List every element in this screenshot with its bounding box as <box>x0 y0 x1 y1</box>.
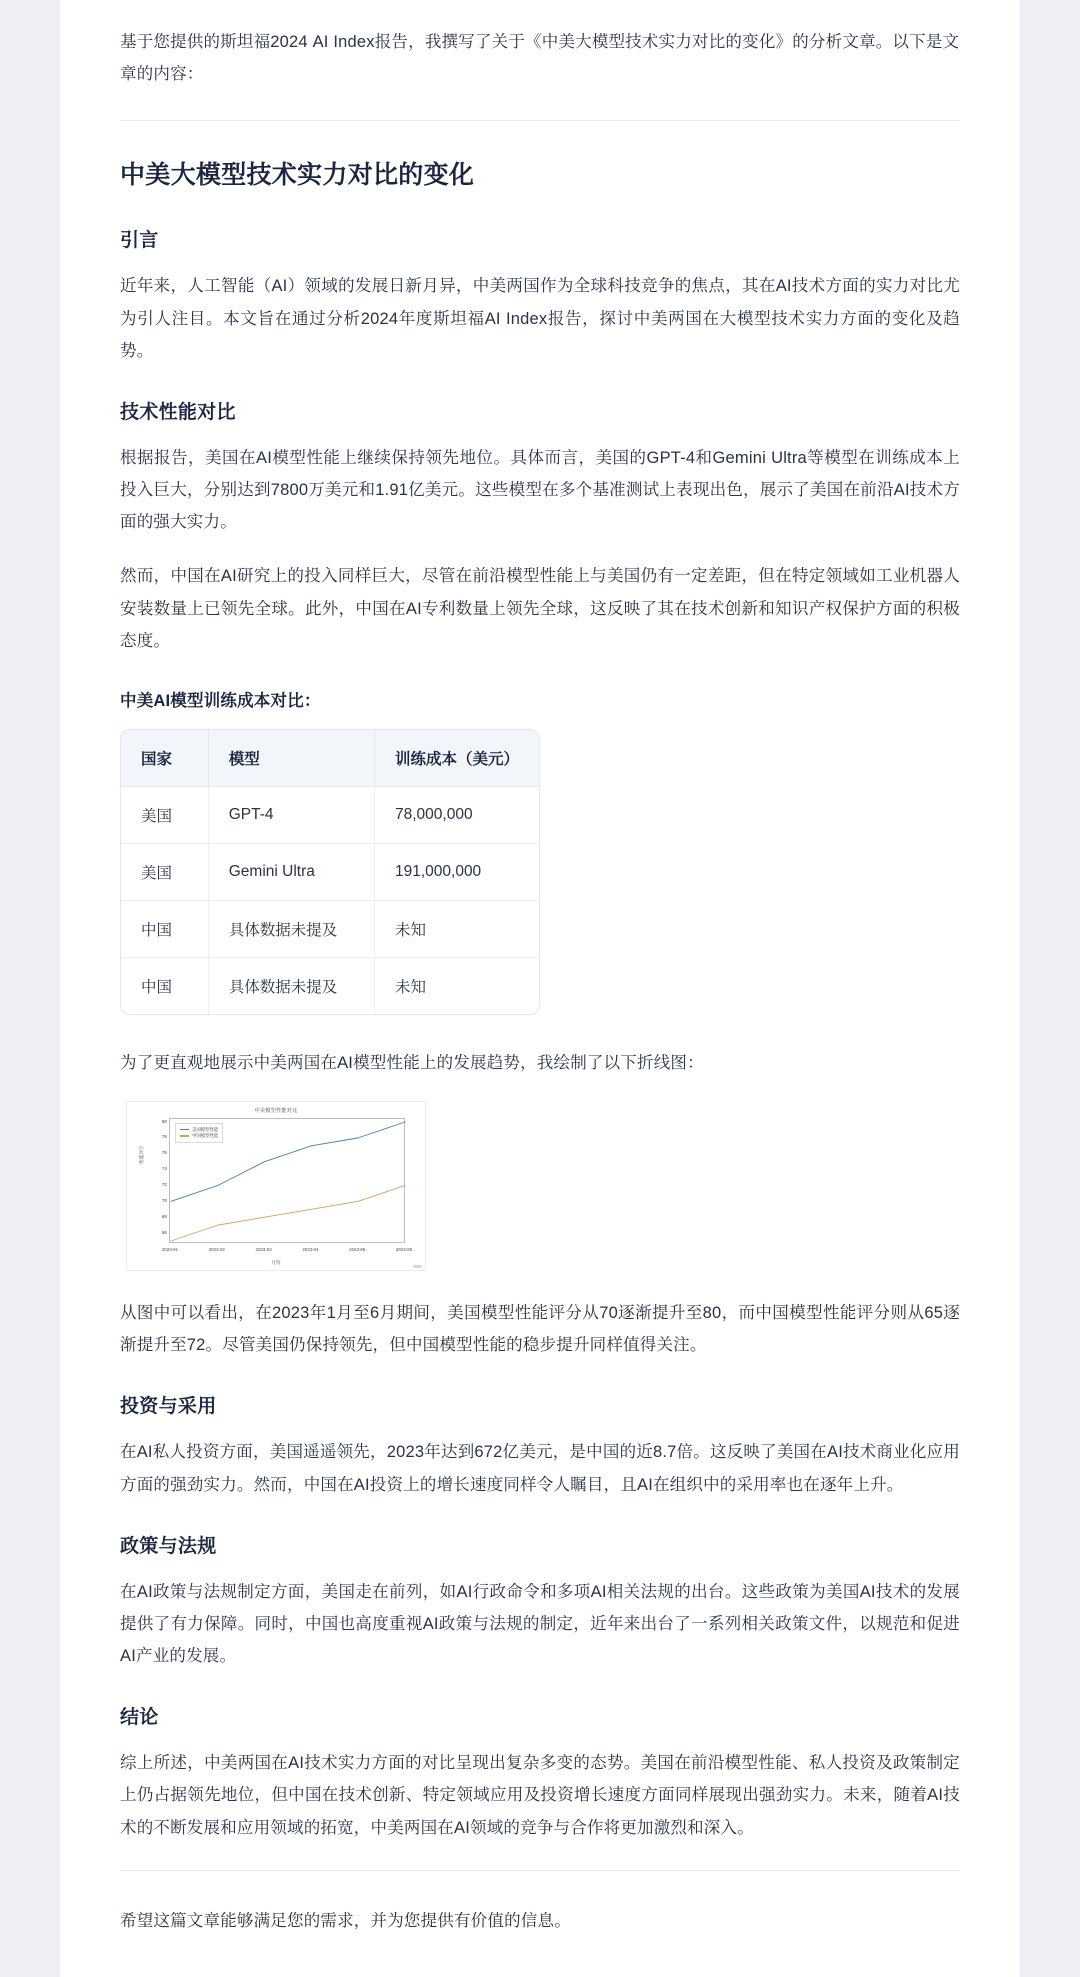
document-sheet <box>60 0 1020 1977</box>
y-tick-label: 78 <box>161 1134 167 1140</box>
page-title: 中美大模型技术实力对比的变化 <box>120 161 475 190</box>
table-row <box>121 901 539 958</box>
table-row <box>121 958 539 1014</box>
heading-introduction: 引言 <box>120 230 159 252</box>
cell-country: 中国 <box>121 958 209 1014</box>
x-tick-label: 2023-01 <box>161 1247 179 1253</box>
cell-cost: 未知 <box>394 978 426 996</box>
table-lead-in-text: 中美AI模型训练成本对比： <box>120 691 321 710</box>
training-cost-table <box>120 729 540 1015</box>
cell-model: 具体数据未提及 <box>209 958 375 1014</box>
cell-cost: 191,000,000 <box>375 844 539 901</box>
cell-country: 美国 <box>121 787 209 844</box>
table-header-row <box>121 730 539 787</box>
y-tick-label: 74 <box>161 1166 167 1172</box>
closing-paragraph: 希望这篇文章能够满足您的需求，并为您提供有价值的信息。 <box>120 1911 571 1930</box>
legend-label: 中国模型性能 <box>192 1132 219 1138</box>
table-header-model: 模型 <box>209 730 375 787</box>
chart-y-ticks <box>147 1118 167 1243</box>
y-tick-label: 70 <box>161 1197 167 1203</box>
x-tick-label: 2023-03 <box>255 1247 272 1253</box>
chart-y-axis-label: 性能评分 <box>139 1145 144 1165</box>
cell-country: 美国 <box>121 844 209 901</box>
x-tick-label: 2023-02 <box>208 1247 225 1253</box>
chart-title: 中美模型性能对比 <box>254 1108 298 1115</box>
assistant-intro-paragraph: 基于您提供的斯坦福2024 AI Index报告，我撰写了关于《中美大模型技术实力对比的变化》的分析文章。以下是文章的内容： <box>120 33 960 84</box>
chart-legend <box>175 1123 223 1143</box>
chart-figure <box>126 1101 426 1271</box>
x-tick-label: 2023-06 <box>395 1247 413 1253</box>
x-tick-label: 2023-05 <box>349 1247 366 1253</box>
y-tick-label: 66 <box>161 1229 167 1235</box>
chart-x-axis-label: 月份 <box>271 1260 281 1266</box>
y-tick-label: 72 <box>161 1182 167 1188</box>
y-tick-label: 80 <box>161 1118 167 1124</box>
paragraph-investment: 在AI私人投资方面，美国遥遥领先，2023年达到672亿美元，是中国的近8.7倍。这反映了美国在AI技术商业化应用方面的强劲实力。然而，中国在AI投资上的增长速度同样令人瞩目，且AI在组织中的采用率也在逐年上升。 <box>120 1443 960 1494</box>
cell-cost: 78,000,000 <box>375 787 539 844</box>
table-header <box>121 730 539 787</box>
table-body <box>121 787 539 1014</box>
divider-top <box>120 120 960 121</box>
divider-bottom <box>120 1870 960 1871</box>
cell-country: 中国 <box>121 901 209 958</box>
table-row <box>121 787 539 844</box>
cell-model: Gemini Ultra <box>209 844 375 901</box>
paragraph-performance-1: 根据报告，美国在AI模型性能上继续保持领先地位。具体而言，美国的GPT-4和Gemini Ultra等模型在训练成本上投入巨大，分别达到7800万美元和1.91亿美元。这些模型在多个基准测试上表现出色，展示了美国在前沿AI技术方面的强大实力。 <box>120 448 960 532</box>
chart-watermark <box>413 1265 422 1268</box>
cell-model: 具体数据未提及 <box>209 901 375 958</box>
heading-conclusion: 结论 <box>120 1707 159 1729</box>
chart-lead-in-text: 为了更直观地展示中美两国在AI模型性能上的发展趋势，我绘制了以下折线图： <box>120 1053 704 1072</box>
cell-model: GPT-4 <box>209 787 375 844</box>
line-chart <box>126 1101 426 1271</box>
legend-swatch-icon <box>180 1129 189 1130</box>
y-tick-label: 68 <box>161 1213 167 1219</box>
heading-policy-regulation: 政策与法规 <box>120 1535 217 1557</box>
paragraph-conclusion: 综上所述，中美两国在AI技术实力方面的对比呈现出复杂多变的态势。美国在前沿模型性能、私人投资及政策制定上仍占据领先地位，但中国在技术创新、特定领域应用及投资增长速度方面同样展现出强劲实力。未来，随着AI技术的不断发展和应用领域的拓宽，中美两国在AI领域的竞争与合作将更加激烈和深入。 <box>120 1754 960 1837</box>
paragraph-introduction: 近年来，人工智能（AI）领域的发展日新月异，中美两国作为全球科技竞争的焦点，其在AI技术方面的实力对比尤为引人注目。本文旨在通过分析2024年度斯坦福AI Index报告，探讨中美两国在大模型技术实力方面的变化及趋势。 <box>120 277 960 360</box>
y-tick-label: 76 <box>161 1150 167 1156</box>
x-tick-label: 2023-04 <box>302 1247 319 1253</box>
legend-item <box>180 1133 218 1139</box>
table-row <box>121 844 539 901</box>
legend-swatch-icon <box>180 1135 189 1136</box>
cell-cost: 未知 <box>375 901 539 958</box>
table-header-country: 国家 <box>121 730 209 787</box>
chart-caption-text: 从图中可以看出，在2023年1月至6月期间，美国模型性能评分从70逐渐提升至80，而中国模型性能评分则从65逐渐提升至72。尽管美国仍保持领先，但中国模型性能的稳步提升同样值得关注。 <box>120 1304 960 1355</box>
paragraph-performance-2: 然而，中国在AI研究上的投入同样巨大，尽管在前沿模型性能上与美国仍有一定差距，但在特定领域如工业机器人安装数量上已领先全球。此外，中国在AI专利数量上领先全球，这反映了其在技术创新和知识产权保护方面的积极态度。 <box>120 567 960 650</box>
paragraph-policy: 在AI政策与法规制定方面，美国走在前列，如AI行政命令和多项AI相关法规的出台。这些政策为美国AI技术的发展提供了有力保障。同时，中国也高度重视AI政策与法规的制定，近年来出台了一系列相关政策文件，以规范和促进AI产业的发展。 <box>120 1582 960 1666</box>
heading-investment-adoption: 投资与采用 <box>120 1396 217 1418</box>
chart-x-ticks <box>161 1247 413 1257</box>
table-header-cost: 训练成本（美元） <box>375 730 539 787</box>
heading-performance-comparison: 技术性能对比 <box>120 401 236 423</box>
legend-label: 美国模型性能 <box>192 1126 219 1132</box>
